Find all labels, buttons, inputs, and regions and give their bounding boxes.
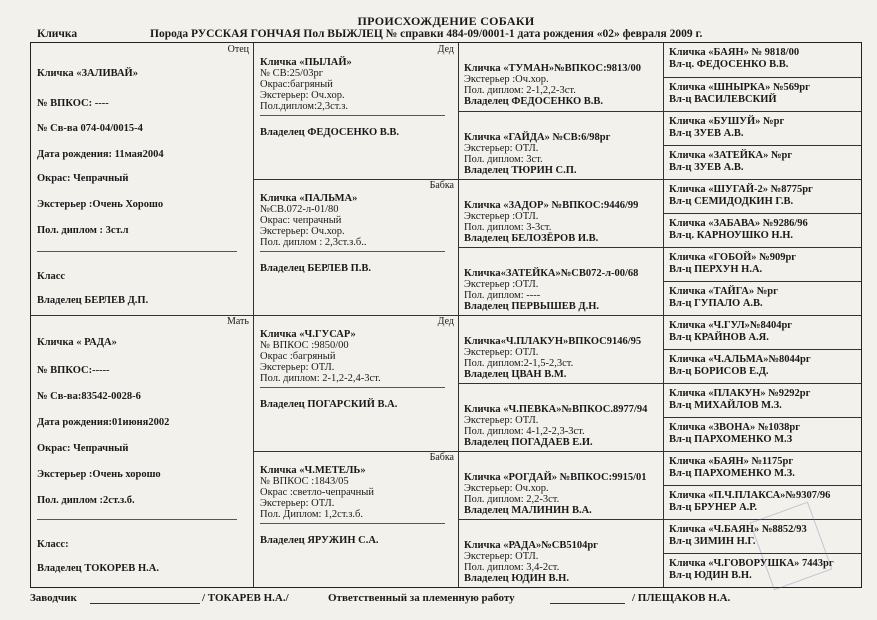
- gggp-name: Кличка «ЗАТЕЙКА» №рг: [669, 150, 793, 161]
- breeder-name: / ТОКАРЕВ Н.А./: [202, 592, 289, 604]
- great-great-grandparent-cell: [664, 179, 861, 213]
- grandparents-column: [254, 43, 459, 587]
- ggp-exterior: Экстерьер: ОТЛ.: [464, 415, 539, 426]
- ggp-exterior: Экстерьер :ОТЛ.: [464, 279, 539, 290]
- pedigree-document: [30, 12, 862, 610]
- gggp-name: Кличка «Ч.ГОВОРУШКА» 7443рг: [669, 558, 834, 569]
- gp-owner: Владелец ФЕДОСЕНКО В.В.: [260, 127, 400, 138]
- gggp-name: Кличка «ШНЫРКА» №569рг: [669, 82, 810, 93]
- ggp-diploma: Пол. диплом: 3ст.: [464, 154, 543, 165]
- gp-okras: Окрас :светло-чепрачный: [260, 487, 374, 498]
- ggp-diploma: Пол. диплом: 2,2-3ст.: [464, 494, 560, 505]
- ggp-name: Кличка «РОГДАЙ» №ВПКОС:9915/01: [464, 472, 647, 483]
- mother-class: Класс:: [37, 539, 69, 550]
- gp-exterior: Экстерьер: Оч.хор.: [260, 90, 345, 101]
- gggp-name: Кличка «П.Ч.ПЛАКСА»№9307/96: [669, 490, 831, 501]
- ggp-exterior: Экстерьер: ОТЛ.: [464, 551, 539, 562]
- mother-name: Кличка « РАДА»: [37, 337, 117, 348]
- gggp-owner: Вл-ц СЕМИДОДКИН Г.В.: [669, 196, 794, 207]
- ggp-owner: Владелец ТЮРИН С.П.: [464, 165, 577, 176]
- gggp-owner: Вл-ц ВАСИЛЕВСКИЙ: [669, 94, 777, 105]
- gggp-owner: Вл-ц ПАРХОМЕНКО М.З: [669, 434, 793, 445]
- gggp-name: Кличка «Ч.ГУЛ»№8404рг: [669, 320, 793, 331]
- gggp-owner: Вл-ц ЗИМИН Н.Г.: [669, 536, 756, 547]
- ggp-exterior: Экстерьер :ОТЛ.: [464, 211, 539, 222]
- gp-diploma: Пол. Диплом: 1,2ст.з.б.: [260, 509, 364, 520]
- tag: Бабка: [429, 180, 454, 191]
- great-grandparent-cell: [459, 383, 663, 451]
- gp-reg: № ВПКОС :1843/05: [260, 476, 349, 487]
- great-great-grandparent-cell: [664, 43, 861, 77]
- gp-exterior: Экстерьер: ОТЛ.: [260, 498, 335, 509]
- gggp-owner: Вл-ц КРАЙНОВ А.Я.: [669, 332, 769, 343]
- breeder-label: Заводчик: [30, 592, 77, 604]
- gp-owner: Владелец БЕРЛЕВ П.В.: [260, 263, 372, 274]
- gggp-owner: Вл-ц ПЕРХУН Н.А.: [669, 264, 763, 275]
- gggp-owner: Вл-ц ГУПАЛО А.В.: [669, 298, 763, 309]
- gggp-owner: Вл-ц ЗУЕВ А.В.: [669, 162, 744, 173]
- gggp-owner: Вл-ц МИХАЙЛОВ М.З.: [669, 400, 782, 411]
- gp-name: Кличка «Ч.ГУСАР»: [260, 329, 356, 340]
- mother-cell: [31, 315, 253, 587]
- gp-exterior: Экстерьер: Оч.хор.: [260, 226, 345, 237]
- gggp-name: Кличка «ТАЙГА» №рг: [669, 286, 778, 297]
- breed-info: Порода РУССКАЯ ГОНЧАЯ Пол ВЫЖЛЕЦ № справки 484-09/0001-1 дата рождения «02» февраля 2009 г.: [150, 28, 703, 40]
- gp-reg: № ВПКОС :9850/00: [260, 340, 349, 351]
- gp-exterior: Экстерьер: ОТЛ.: [260, 362, 335, 373]
- great-great-grandparent-cell: [664, 77, 861, 111]
- gp-owner: Владелец ЯРУЖИН С.А.: [260, 535, 379, 546]
- great-great-grandparent-cell: [664, 349, 861, 383]
- pedigree-grid: [30, 42, 862, 588]
- mother-exterior: Экстерьер :Очень хорошо: [37, 469, 161, 480]
- mother-vpkos: № ВПКОС:-----: [37, 365, 110, 376]
- ggp-exterior: Экстерьер: ОТЛ.: [464, 143, 539, 154]
- gp-okras: Окрас: чепрачный: [260, 215, 342, 226]
- ggp-owner: Владелец ПОГАДАЕВ Е.И.: [464, 437, 593, 448]
- mother-diploma: Пол. диплом :2ст.з.б.: [37, 495, 135, 506]
- gggp-name: Кличка «ПЛАКУН» №9292рг: [669, 388, 811, 399]
- ggp-name: Кличка «ГАЙДА» №СВ:6/98рг: [464, 132, 611, 143]
- ggp-name: Кличка «ТУМАН»№ВПКОС:9813/00: [464, 63, 641, 74]
- gp-owner: Владелец ПОГАРСКИЙ В.А.: [260, 399, 398, 410]
- great-grandparent-cell: [459, 179, 663, 247]
- great-grandparent-cell: [459, 451, 663, 519]
- great-great-grandparent-cell: [664, 315, 861, 349]
- ggp-owner: Владелец БЕЛОЗЁРОВ И.В.: [464, 233, 599, 244]
- tag: Дед: [437, 316, 454, 327]
- ggp-diploma: Пол. диплом: 4-1,2-2,3-3ст.: [464, 426, 585, 437]
- gggp-name: Кличка «ЗАБАВА» №9286/96: [669, 218, 808, 229]
- mother-dob: Дата рождения:01июня2002: [37, 417, 170, 428]
- ggp-owner: Владелец ФЕДОСЕНКО В.В.: [464, 96, 604, 107]
- responsible-label: Ответственный за племенную работу: [328, 592, 515, 604]
- gp-name: Кличка «ПЫЛАЙ»: [260, 57, 352, 68]
- great-grandparent-cell: [459, 111, 663, 179]
- great-great-grandparent-cell: [664, 417, 861, 451]
- great-grandparent-cell: [459, 43, 663, 111]
- ggp-diploma: Пол. диплом: 2-1,2,2-3ст.: [464, 85, 576, 96]
- father-sv: № Св-ва 074-04/0015-4: [37, 123, 143, 134]
- ggp-diploma: Пол. диплом: 3-3ст.: [464, 222, 552, 233]
- great-great-grandparent-cell: [664, 281, 861, 315]
- mother-sv: № Св-ва:83542-0028-6: [37, 391, 141, 402]
- great-grandparents-column: [459, 43, 664, 587]
- father-tag: Отец: [227, 44, 249, 55]
- gp-okras: Окрас:багряный: [260, 79, 333, 90]
- document-title: ПРОИСХОЖДЕНИЕ СОБАКИ: [357, 14, 535, 28]
- ggp-diploma: Пол. диплом:2-1,5-2,3ст.: [464, 358, 574, 369]
- gggp-owner: Вл-ц ЮДИН В.Н.: [669, 570, 752, 581]
- ggp-exterior: Экстерьер: ОТЛ.: [464, 347, 539, 358]
- ggp-exterior: Экстерьер :Оч.хор.: [464, 74, 549, 85]
- father-dob: Дата рождения: 11мая2004: [37, 149, 164, 160]
- gp-reg: №СВ.072-л-01/80: [260, 204, 339, 215]
- ggp-name: Кличка«Ч.ПЛАКУН»ВПКОС9146/95: [464, 336, 642, 347]
- father-name: Кличка «ЗАЛИВАЙ»: [37, 68, 138, 79]
- grandparent-cell: [254, 451, 458, 587]
- gp-name: Кличка «Ч.МЕТЕЛЬ»: [260, 465, 366, 476]
- great-great-grandparent-cell: [664, 145, 861, 179]
- mother-okras: Окрас: Чепрачный: [37, 443, 129, 454]
- father-vpkos: № ВПКОС: ----: [37, 98, 109, 109]
- great-great-grandparent-cell: [664, 383, 861, 417]
- gp-diploma: Пол. диплом : 2,3ст.з.б..: [260, 237, 367, 248]
- great-grandparent-cell: [459, 247, 663, 315]
- klichka-label: Кличка: [37, 28, 78, 40]
- gp-okras: Окрас :багряный: [260, 351, 336, 362]
- father-cell: [31, 43, 253, 315]
- great-grandparent-cell: [459, 315, 663, 383]
- ggp-owner: Владелец МАЛИНИН В.А.: [464, 505, 592, 516]
- ggp-name: Кличка «ЗАДОР» №ВПКОС:9446/99: [464, 200, 639, 211]
- father-owner: Владелец БЕРЛЕВ Д.П.: [37, 295, 149, 306]
- father-okras: Окрас: Чепрачный: [37, 173, 129, 184]
- great-great-grandparent-cell: [664, 111, 861, 145]
- ggp-diploma: Пол. диплом: ----: [464, 290, 541, 301]
- gggp-name: Кличка «Ч.АЛЬМА»№8044рг: [669, 354, 811, 365]
- gggp-name: Кличка «БАЯН» №1175рг: [669, 456, 794, 467]
- gggp-owner: Вл-ц БРУНЕР А.Р.: [669, 502, 758, 513]
- father-diploma: Пол. диплом : 3ст.л: [37, 225, 129, 236]
- ggp-owner: Владелец ПЕРВЫШЕВ Д.Н.: [464, 301, 600, 312]
- mother-owner: Владелец ТОКОРЕВ Н.А.: [37, 563, 159, 574]
- gp-diploma: Пол. диплом: 2-1,2-2,4-3ст.: [260, 373, 381, 384]
- gggp-name: Кличка «ШУГАЙ-2» №8775рг: [669, 184, 813, 195]
- gggp-name: Кличка «ЗВОНА» №1038рг: [669, 422, 800, 433]
- responsible-name: / ПЛЕЩАКОВ Н.А.: [632, 592, 731, 604]
- great-great-grandparent-cell: [664, 485, 861, 519]
- ggp-exterior: Экстерьер: Оч.хор.: [464, 483, 549, 494]
- grandparent-cell: [254, 179, 458, 315]
- great-great-grandparent-cell: [664, 451, 861, 485]
- great-great-grandparent-cell: [664, 213, 861, 247]
- tag: Дед: [437, 44, 454, 55]
- gggp-name: Кличка «БУШУЙ» №рг: [669, 116, 785, 127]
- father-class: Класс: [37, 271, 66, 282]
- ggp-name: Кличка«ЗАТЕЙКА»№СВ072-л-00/68: [464, 268, 639, 279]
- great-great-grandparent-cell: [664, 247, 861, 281]
- parents-column: [31, 43, 254, 587]
- gggp-owner: Вл-ц ПАРХОМЕНКО М.З.: [669, 468, 795, 479]
- ggp-owner: Владелец ЦВАН В.М.: [464, 369, 567, 380]
- great-great-grandparents-column: [664, 43, 861, 587]
- ggp-diploma: Пол. диплом: 3,4-2ст.: [464, 562, 560, 573]
- gggp-owner: Вл-ц БОРИСОВ Е.Д.: [669, 366, 769, 377]
- gggp-name: Кличка «БАЯН» № 9818/00: [669, 47, 800, 58]
- gggp-owner: Вл-ц ЗУЕВ А.В.: [669, 128, 744, 139]
- mother-tag: Мать: [226, 316, 249, 327]
- tag: Бабка: [429, 452, 454, 463]
- ggp-name: Кличка «РАДА»№СВ5104рг: [464, 540, 598, 551]
- grandparent-cell: [254, 315, 458, 451]
- ggp-owner: Владелец ЮДИН В.Н.: [464, 573, 569, 584]
- gp-name: Кличка «ПАЛЬМА»: [260, 193, 358, 204]
- ggp-name: Кличка «Ч.ПЕВКА»№ВПКОС.8977/94: [464, 404, 648, 415]
- gp-reg: № СВ:25/03рг: [260, 68, 324, 79]
- great-grandparent-cell: [459, 519, 663, 587]
- gp-diploma: Пол.диплом:2,3ст.з.: [260, 101, 348, 112]
- gggp-owner: Вл-ц. КАРНОУШКО Н.Н.: [669, 230, 794, 241]
- gggp-name: Кличка «Ч.БАЯН» №8852/93: [669, 524, 807, 535]
- gggp-name: Кличка «ГОБОЙ» №909рг: [669, 252, 797, 263]
- grandparent-cell: [254, 43, 458, 179]
- gggp-owner: Вл-ц. ФЕДОСЕНКО В.В.: [669, 59, 789, 70]
- father-exterior: Экстерьер :Очень Хорошо: [37, 199, 164, 210]
